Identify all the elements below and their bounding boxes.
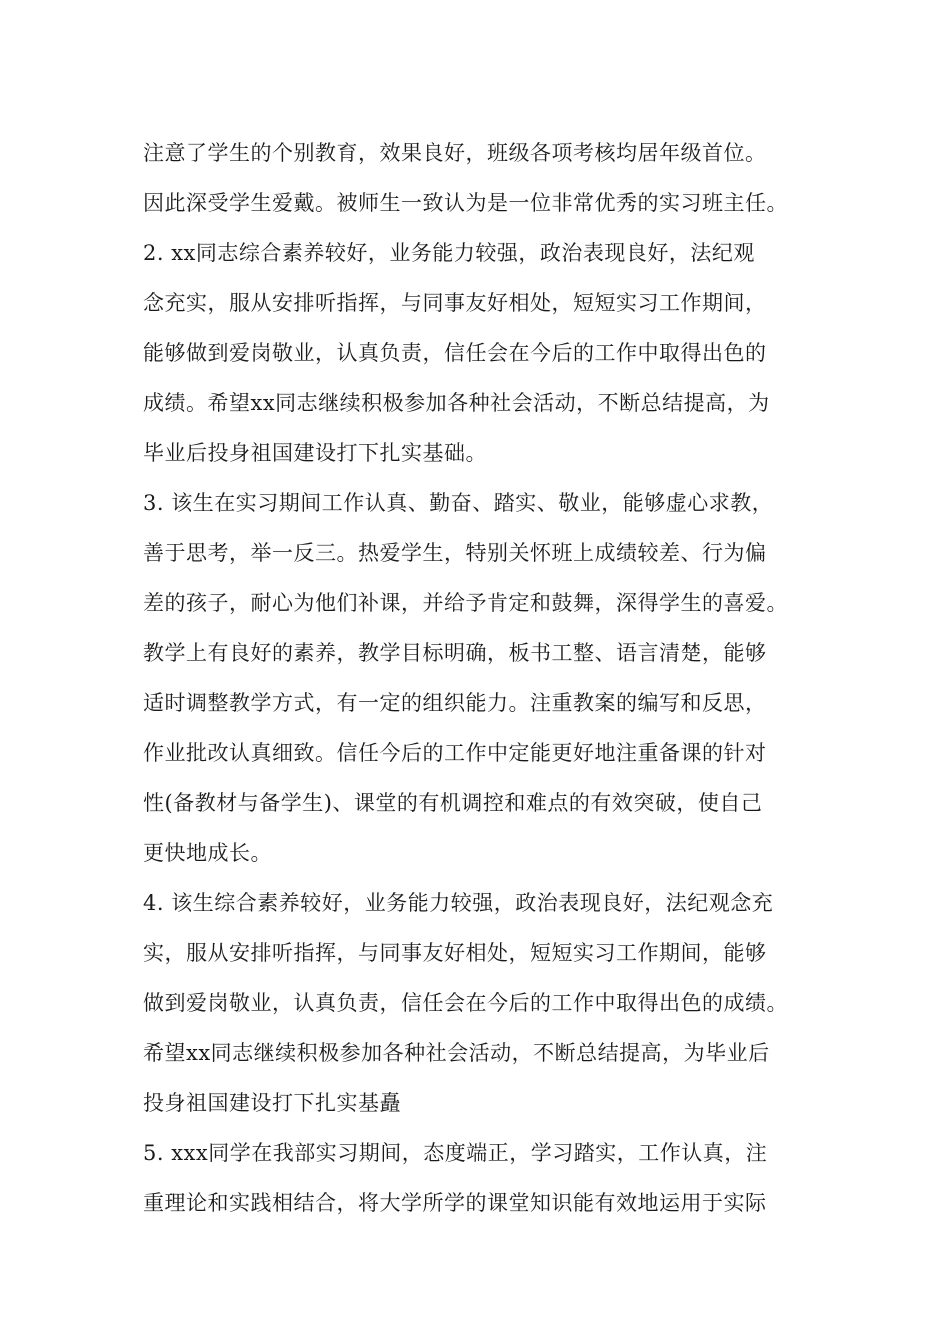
text-line: 注意了学生的个别教育，效果良好，班级各项考核均居年级首位。 <box>143 141 767 165</box>
text-line: 2. xx同志综合素养较好，业务能力较强，政治表现良好，法纪观 <box>143 241 755 265</box>
text-line: 重理论和实践相结合，将大学所学的课堂知识能有效地运用于实际 <box>143 1191 767 1215</box>
text-line: 5. xxx同学在我部实习期间，态度端正，学习踏实，工作认真，注 <box>143 1141 768 1165</box>
text-line: 毕业后投身祖国建设打下扎实基础。 <box>143 441 487 465</box>
text-line: 实，服从安排听指挥，与同事友好相处，短短实习工作期间，能够 <box>143 941 767 965</box>
text-line: 适时调整教学方式，有一定的组织能力。注重教案的编写和反思， <box>143 691 767 715</box>
text-line: 作业批改认真细致。信任今后的工作中定能更好地注重备课的针对 <box>143 741 767 765</box>
text-line: 善于思考，举一反三。热爱学生，特别关怀班上成绩较差、行为偏 <box>143 541 767 565</box>
document-body <box>143 128 823 1228</box>
text-line: 3. 该生在实习期间工作认真、勤奋、踏实、敬业，能够虚心求教， <box>143 491 774 515</box>
text-line: 因此深受学生爱戴。被师生一致认为是一位非常优秀的实习班主任。 <box>143 191 788 215</box>
text-line: 4. 该生综合素养较好，业务能力较强，政治表现良好，法纪观念充 <box>143 891 774 915</box>
text-line: 能够做到爱岗敬业，认真负责，信任会在今后的工作中取得出色的 <box>143 341 767 365</box>
text-line: 希望xx同志继续积极参加各种社会活动，不断总结提高，为毕业后 <box>143 1041 770 1065</box>
text-line: 做到爱岗敬业，认真负责，信任会在今后的工作中取得出色的成绩。 <box>143 991 788 1015</box>
text-line: 性(备教材与备学生)、课堂的有机调控和难点的有效突破，使自己 <box>143 791 763 815</box>
text-line: 念充实，服从安排听指挥，与同事友好相处，短短实习工作期间， <box>143 291 767 315</box>
text-line: 差的孩子，耐心为他们补课，并给予肯定和鼓舞，深得学生的喜爱。 <box>143 591 788 615</box>
text-line: 成绩。希望xx同志继续积极参加各种社会活动，不断总结提高，为 <box>143 391 770 415</box>
text-line: 投身祖国建设打下扎实基矗 <box>143 1091 401 1115</box>
text-line: 教学上有良好的素养，教学目标明确，板书工整、语言清楚，能够 <box>143 641 767 665</box>
text-line: 更快地成长。 <box>143 841 272 865</box>
